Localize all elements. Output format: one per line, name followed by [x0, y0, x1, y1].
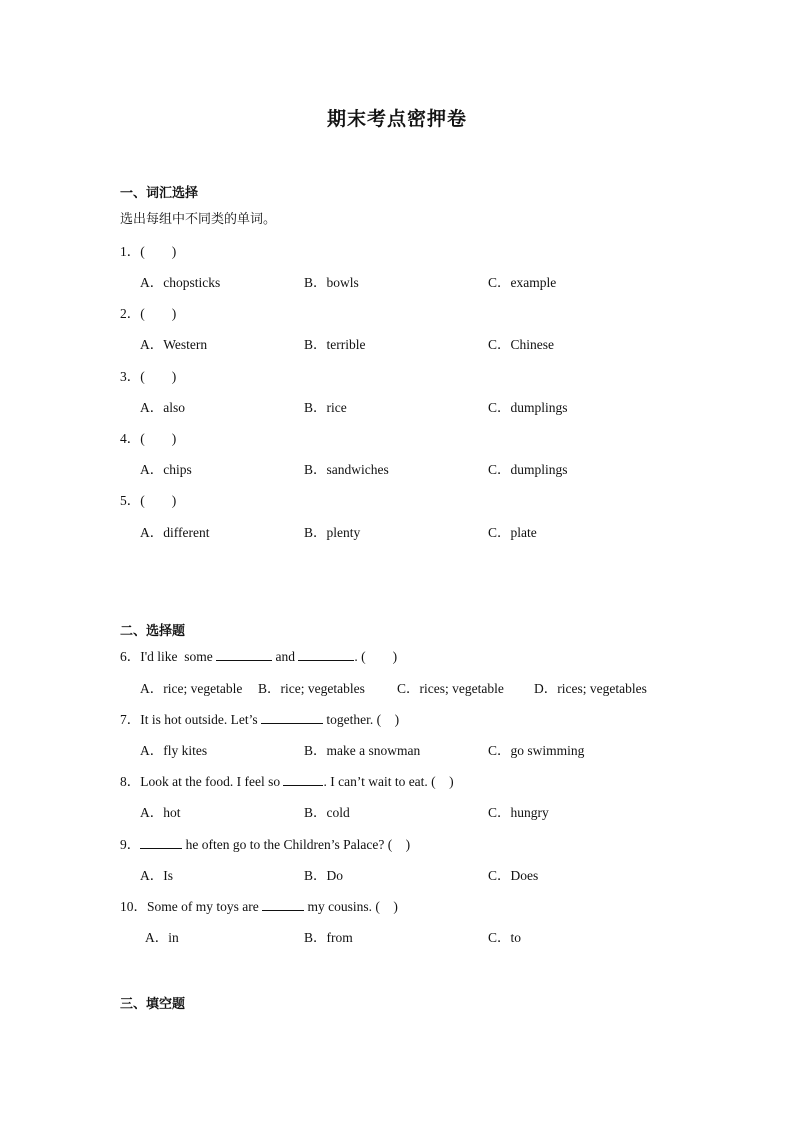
- q5-option-a[interactable]: A．different: [140, 525, 210, 540]
- q8-text-2: . I can’t wait to eat. ( ): [323, 774, 454, 789]
- question-9-stem: [120, 833, 410, 853]
- question-4-stem: 4．( ): [120, 431, 177, 446]
- q10-option-a[interactable]: A．in: [145, 930, 179, 945]
- q6-blank-1[interactable]: [216, 648, 272, 661]
- section-heading-fill-in: 三、填空题: [120, 997, 186, 1012]
- q6-text-2: and: [272, 649, 299, 664]
- q9-option-a[interactable]: A．Is: [140, 868, 173, 883]
- section-instruction: 选出每组中不同类的单词。: [120, 212, 277, 227]
- q10-text-2: my cousins. ( ): [304, 899, 398, 914]
- q6-blank-2[interactable]: [298, 648, 354, 661]
- q6-option-a[interactable]: A．rice; vegetable: [140, 681, 243, 696]
- q8-blank[interactable]: [283, 773, 323, 786]
- q9-text-1: 9．: [120, 837, 141, 852]
- q9-blank[interactable]: [140, 836, 182, 849]
- q8-option-a[interactable]: A．hot: [140, 805, 181, 820]
- q7-option-a[interactable]: A．fly kites: [140, 743, 208, 758]
- section-heading-vocabulary: 一、词汇选择: [120, 186, 199, 201]
- section-heading-multiple-choice: 二、选择题: [120, 624, 186, 639]
- q4-option-b[interactable]: B．sandwiches: [304, 462, 389, 477]
- q5-option-c[interactable]: C．plate: [488, 525, 537, 540]
- q1-option-b[interactable]: B．bowls: [304, 275, 359, 290]
- q9-text-2: he often go to the Children’s Palace? ( ): [182, 837, 411, 852]
- q3-option-a[interactable]: A．also: [140, 400, 185, 415]
- question-8-stem: [120, 770, 454, 790]
- q7-text-1: 7．It is hot outside. Let’s: [120, 712, 261, 727]
- q2-option-b[interactable]: B．terrible: [304, 337, 366, 352]
- question-1-stem: 1．( ): [120, 244, 177, 259]
- q10-blank[interactable]: [262, 898, 304, 911]
- q1-option-c[interactable]: C．example: [488, 275, 557, 290]
- question-5-stem: 5．( ): [120, 493, 177, 508]
- question-2-stem: 2．( ): [120, 306, 177, 321]
- q8-option-b[interactable]: B．cold: [304, 805, 350, 820]
- q10-text-1: 10．Some of my toys are: [120, 899, 263, 914]
- question-10-stem: [120, 895, 398, 915]
- q10-option-c[interactable]: C．to: [488, 930, 522, 945]
- q6-option-c[interactable]: C．rices; vegetable: [397, 681, 504, 696]
- q8-text-1: 8．Look at the food. I feel so: [120, 774, 284, 789]
- page-title: 期末考点密押卷: [326, 108, 467, 130]
- q3-option-c[interactable]: C．dumplings: [488, 400, 568, 415]
- q1-option-a[interactable]: A．chopsticks: [140, 275, 221, 290]
- q7-option-c[interactable]: C．go swimming: [488, 743, 585, 758]
- q7-blank[interactable]: [261, 711, 323, 724]
- q2-option-a[interactable]: A．Western: [140, 337, 208, 352]
- q4-option-c[interactable]: C．dumplings: [488, 462, 568, 477]
- q8-option-c[interactable]: C．hungry: [488, 805, 549, 820]
- question-7-stem: [120, 708, 399, 728]
- q9-option-b[interactable]: B．Do: [304, 868, 344, 883]
- q4-option-a[interactable]: A．chips: [140, 462, 192, 477]
- q6-option-b[interactable]: B．rice; vegetables: [258, 681, 365, 696]
- question-3-stem: 3．( ): [120, 369, 177, 384]
- q3-option-b[interactable]: B．rice: [304, 400, 347, 415]
- q7-text-2: together. ( ): [323, 712, 400, 727]
- q6-option-d[interactable]: D．rices; vegetables: [534, 681, 647, 696]
- q10-option-b[interactable]: B．from: [304, 930, 353, 945]
- q7-option-b[interactable]: B．make a snowman: [304, 743, 421, 758]
- q2-option-c[interactable]: C．Chinese: [488, 337, 554, 352]
- q9-option-c[interactable]: C．Does: [488, 868, 539, 883]
- q5-option-b[interactable]: B．plenty: [304, 525, 361, 540]
- question-6-stem: [120, 645, 397, 665]
- q6-text-3: . ( ): [354, 649, 398, 664]
- q6-text-1: 6．I'd like some: [120, 649, 217, 664]
